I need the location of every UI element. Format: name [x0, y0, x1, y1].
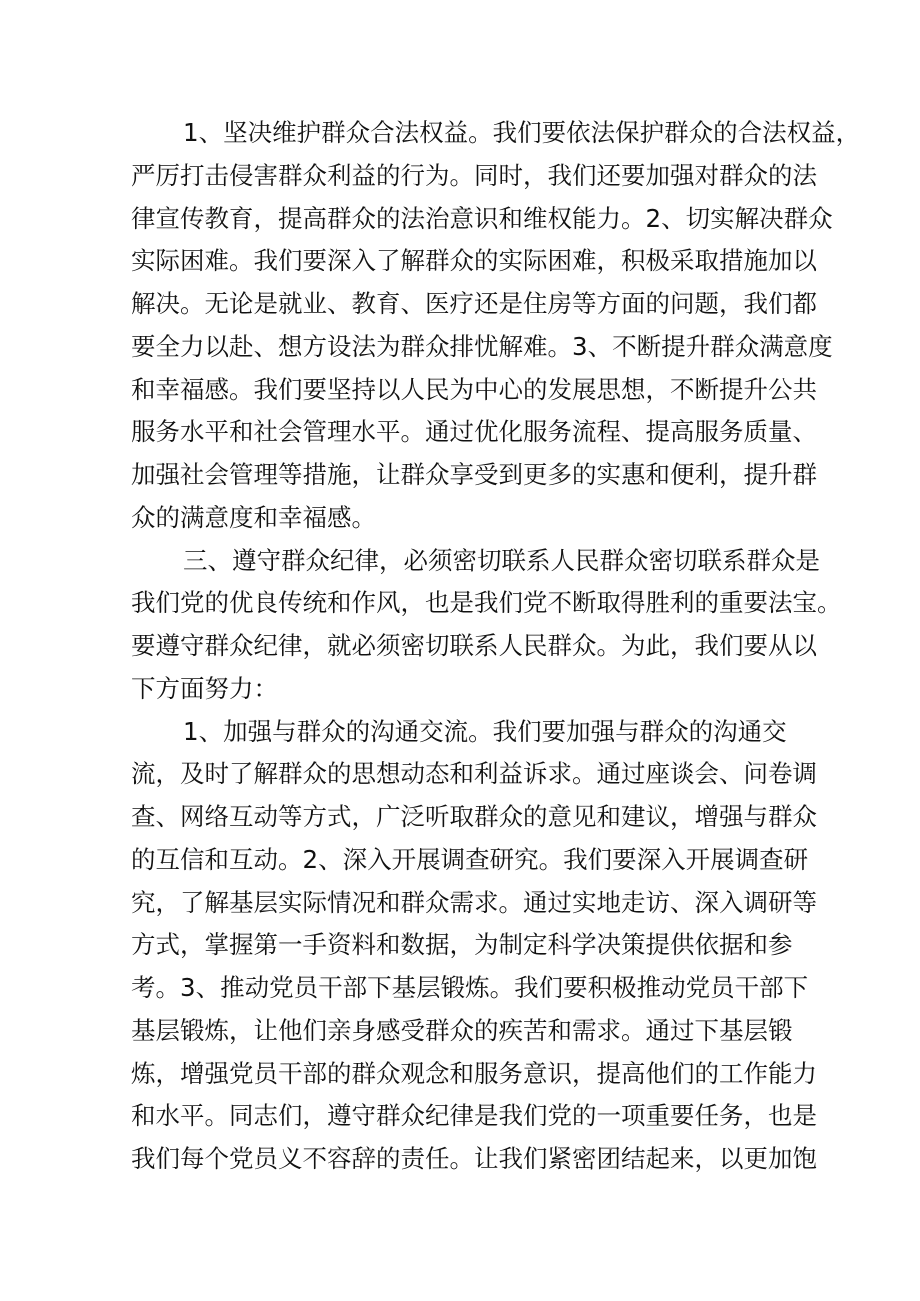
text-line: 加强社会管理等措施，让群众享受到更多的实惠和便利，提升群: [131, 460, 817, 489]
text-line: 要全力以赴、想方设法为群众排忧解难。3、不断提升群众满意度: [131, 331, 833, 361]
text-line: 方式，掌握第一手资料和数据，为制定科学决策提供依据和参: [131, 930, 793, 960]
text-line: 的互信和互动。2、深入开展调查研究。我们要深入开展调查研: [131, 844, 809, 874]
text-line: 究，了解基层实际情况和群众需求。通过实地走访、深入调研等: [131, 887, 817, 917]
text-line: 下方面努力：: [131, 673, 278, 703]
text-line: 解决。无论是就业、教育、医疗还是住房等方面的问题，我们都: [131, 289, 817, 318]
text-line: 基层锻炼，让他们亲身感受群众的疾苦和需求。通过下基层锻: [131, 1015, 793, 1045]
text-line: 我们每个党员义不容辞的责任。让我们紧密团结起来，以更加饱: [131, 1144, 817, 1173]
text-line: 服务水平和社会管理水平。通过优化服务流程、提高服务质量、: [131, 417, 817, 447]
text-line: 流，及时了解群众的思想动态和利益诉求。通过座谈会、问卷调: [131, 759, 817, 789]
text-line: 律宣传教育，提高群众的法治意识和维权能力。2、切实解决群众: [131, 203, 833, 233]
text-line: 众的满意度和幸福感。: [131, 502, 376, 532]
section-heading-line: 三、遵守群众纪律，必须密切联系人民群众密切联系群众是: [183, 545, 820, 575]
text-line: 严厉打击侵害群众利益的行为。同时，我们还要加强对群众的法: [131, 160, 817, 190]
text-line: 1、坚决维护群众合法权益。我们要依法保护群众的合法权益，: [183, 118, 861, 147]
text-line: 要遵守群众纪律，就必须密切联系人民群众。为此，我们要从以: [131, 631, 817, 660]
body-text: [131, 112, 861, 1181]
text-line: 考。3、推动党员干部下基层锻炼。我们要积极推动党员干部下: [131, 973, 809, 1002]
text-line: 1、加强与群众的沟通交流。我们要加强与群众的沟通交: [183, 716, 787, 746]
text-line: 和幸福感。我们要坚持以人民为中心的发展思想，不断提升公共: [131, 374, 817, 404]
text-line: 和水平。同志们，遵守群众纪律是我们党的一项重要任务，也是: [131, 1101, 817, 1131]
text-line: 炼，增强党员干部的群众观念和服务意识，提高他们的工作能力: [131, 1058, 817, 1088]
text-line: 我们党的优良传统和作风，也是我们党不断取得胜利的重要法宝。: [131, 588, 842, 618]
text-line: 实际困难。我们要深入了解群众的实际困难，积极采取措施加以: [131, 246, 817, 276]
text-line: 查、网络互动等方式，广泛听取群众的意见和建议，增强与群众: [131, 802, 817, 831]
